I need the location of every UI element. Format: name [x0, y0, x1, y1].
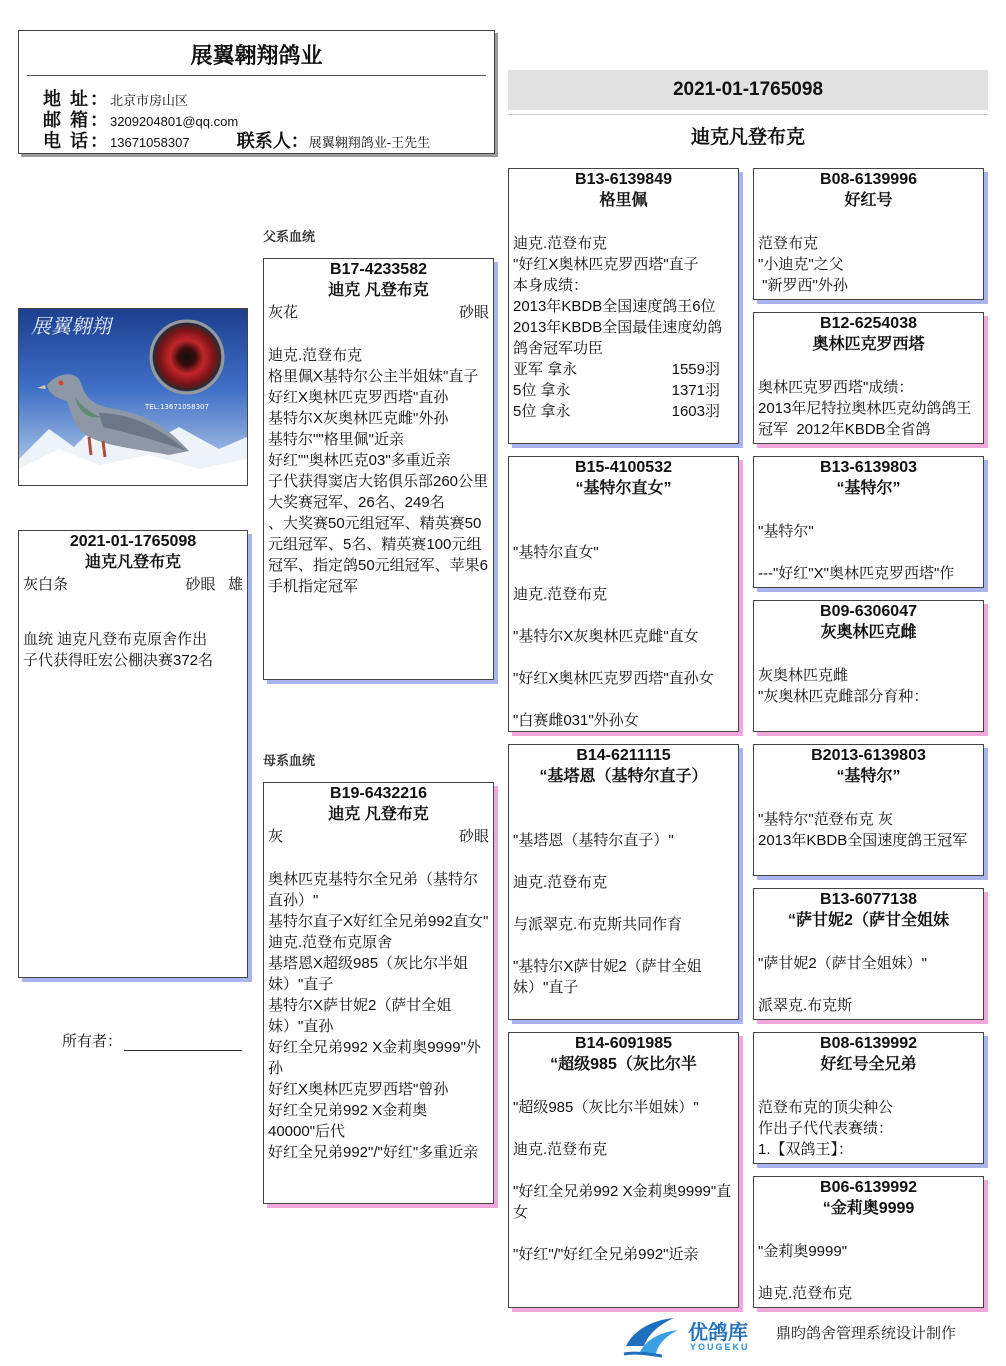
- great-grandparent-ring-number: B08-6139996: [820, 171, 917, 188]
- result-rank: 亚军 拿永: [513, 361, 578, 378]
- owner-label: 所有者：: [62, 1033, 123, 1050]
- grandparent-card[interactable]: [508, 456, 739, 732]
- great-grandparent-ring-number: B2013-6139803: [811, 747, 926, 764]
- dam-name: 迪克 凡登布克: [328, 806, 429, 823]
- great-grandparent-name: 好红号全兄弟: [820, 1056, 917, 1073]
- grandparent-name: 格里佩: [599, 192, 648, 209]
- grandparent-description: "基塔恩（基特尔直子）" 迪克.范登布克 与派翠克.布克斯共同作育 "基特尔X萨甘妮2（萨甘全姐妹）"直子: [513, 832, 702, 996]
- dam-section-label: 母系血统: [263, 753, 316, 768]
- main-attributes: [19, 574, 247, 595]
- great-grandparent-card[interactable]: [753, 600, 984, 732]
- grandparent-description: 迪克.范登布克 "好红X奥林匹克罗西塔"直子 本身成绩： 2013年KBDB全国速度鸽王6位 2013年KBDB全国最佳速度幼鸽鸽舍冠军功臣: [513, 235, 723, 357]
- great-grandparent-name: “萨甘妮2（萨甘全姐妹: [788, 912, 949, 929]
- great-grandparent-card[interactable]: [753, 456, 984, 588]
- contact-value: 展翼翱翔鸽业-王先生: [308, 135, 431, 150]
- result-row: [509, 380, 738, 401]
- phone-row: [43, 127, 430, 153]
- dam-ring-number: B19-6432216: [330, 785, 427, 802]
- address-value: 北京市房山区: [110, 93, 189, 108]
- loft-title: 展翼翱翔鸽业: [190, 43, 323, 68]
- main-pigeon-card[interactable]: [18, 530, 248, 978]
- grandparent-name: “基塔恩（基特尔直子）: [539, 768, 708, 785]
- top-pigeon-name: 迪克凡登布克: [690, 127, 805, 148]
- great-grandparent-name: “金莉奥9999: [822, 1200, 915, 1217]
- great-grandparent-description: 灰奥林匹克雌 "灰奥林匹克雌部分育种：: [758, 667, 929, 705]
- grandparent-ring-number: B14-6091985: [575, 1035, 672, 1052]
- sire-card[interactable]: [263, 258, 494, 680]
- grandparent-ring-number: B15-4100532: [575, 459, 672, 476]
- main-description: 血统 迪克凡登布克原舍作出 子代获得旺宏公棚决赛372名: [23, 631, 214, 669]
- breeder-header: [18, 30, 495, 154]
- top-divider: [508, 114, 988, 115]
- result-row: [509, 359, 738, 380]
- dam-card[interactable]: [263, 782, 494, 1204]
- great-grandparent-name: 灰奥林匹克雌: [820, 624, 917, 641]
- great-grandparent-description: "金莉奥9999" 迪克.范登布克: [758, 1243, 853, 1302]
- great-grandparent-card[interactable]: [753, 744, 984, 876]
- sire-description: 迪克.范登布克 格里佩X基特尔公主半姐妹"直子 好红X奥林匹克罗西塔"直孙 基特尔X灰奥林匹克雌"外孙 基特尔""格里佩"近亲 好红""奥林匹克03"多重近亲 子代获得窦店大铭俱乐部260公里大奖赛冠军、26名、249名 、大奖赛50元组冠军、精英赛50元组冠军、5名、精英赛100元组冠军、指定鸽50元组冠军、苹果6手机指定冠军: [268, 347, 489, 595]
- sire-attributes: [264, 302, 493, 323]
- great-grandparent-card[interactable]: [753, 1176, 984, 1308]
- great-grandparent-card[interactable]: [753, 168, 984, 300]
- great-grandparent-name: 奥林匹克罗西塔: [812, 336, 925, 353]
- great-grandparent-card[interactable]: [753, 888, 984, 1020]
- great-grandparent-ring-number: B08-6139992: [820, 1035, 917, 1052]
- great-grandparent-name: “基特尔”: [836, 768, 901, 785]
- great-grandparent-ring-number: B12-6254038: [820, 315, 917, 332]
- main-ring-number: 2021-01-1765098: [69, 533, 197, 550]
- sire-color: 灰花: [268, 304, 299, 321]
- main-sex: 雄: [227, 576, 243, 593]
- dam-description: 奥林匹克基特尔全兄弟（基特尔直孙）" 基特尔直子X好红全兄弟992直女" 迪克.范登布克原舍 基塔恩X超级985（灰比尔半姐妹）"直子 基特尔X萨甘妮2（萨甘全姐妹）"直孙 好红全兄弟992 X金莉奥9999"外孙 好红X奥林匹克罗西塔"曾孙 好红全兄弟992 X金莉奥40000"后代 好红全兄弟992"/"好红"多重近亲: [268, 871, 489, 1161]
- grandparent-description: "超级985（灰比尔半姐妹）" 迪克.范登布克 "好红全兄弟992 X金莉奥9999"直女 "好红"/"好红全兄弟992"近亲: [513, 1099, 732, 1263]
- phone-label: 电 话：: [43, 131, 111, 151]
- owner-blank-line: [124, 1036, 242, 1051]
- owner-field: [62, 1030, 242, 1051]
- result-rank: 5位 拿永: [513, 382, 571, 399]
- email-label: 邮 箱：: [43, 110, 111, 130]
- contact-label: 联系人：: [236, 131, 309, 151]
- great-grandparent-card[interactable]: [753, 1032, 984, 1164]
- sire-ring-number: B17-4233582: [330, 261, 427, 278]
- great-grandparent-ring-number: B09-6306047: [820, 603, 917, 620]
- grandparent-card[interactable]: [508, 1032, 739, 1308]
- result-count: 1371羽: [671, 382, 720, 399]
- grandparent-card[interactable]: [508, 168, 739, 444]
- great-grandparent-description: 奥林匹克罗西塔"成绩： 2013年尼特拉奥林匹克幼鸽鸽王冠军 2012年KBDB全省鸽: [758, 379, 972, 438]
- great-grandparent-description: "基特尔"范登布克 灰 2013年KBDB全国速度鸽王冠军: [758, 811, 968, 849]
- grandparent-card[interactable]: [508, 744, 739, 1020]
- address-label: 地 址：: [43, 89, 111, 109]
- footer-brand: 优鸽库: [688, 1322, 748, 1344]
- phone-value: 13671058307: [110, 135, 190, 150]
- great-grandparent-name: 好红号: [844, 192, 893, 209]
- result-row: [509, 401, 738, 422]
- result-count: 1603羽: [671, 403, 720, 420]
- great-grandparent-description: 范登布克的顶尖种公 作出子代代表赛绩： 1.【双鸽王】：: [758, 1099, 894, 1158]
- sire-eye: 砂眼: [458, 304, 489, 321]
- footer-brand-sub: YOUGEKU: [690, 1342, 750, 1352]
- great-grandparent-name: “基特尔”: [836, 480, 901, 497]
- main-pigeon-name: 迪克凡登布克: [84, 554, 181, 571]
- result-rank: 5位 拿永: [513, 403, 571, 420]
- grandparent-description: "基特尔直女" 迪克.范登布克 "基特尔X灰奥林匹克雌"直女 "好红X奥林匹克罗西塔"直孙女 "白赛雌031"外孙女: [513, 544, 714, 729]
- great-grandparent-ring-number: B13-6077138: [820, 891, 917, 908]
- sire-name: 迪克 凡登布克: [328, 282, 429, 299]
- great-grandparent-ring-number: B13-6139803: [820, 459, 917, 476]
- main-color: 灰白条: [23, 576, 69, 593]
- sire-section-label: 父系血统: [263, 229, 316, 244]
- dam-eye: 砂眼: [458, 828, 489, 845]
- svg-text:TEL:13671058307: TEL:13671058307: [145, 403, 209, 411]
- footer-credit: 鼎昀鸽舍管理系统设计制作: [776, 1325, 957, 1342]
- great-grandparent-card[interactable]: [753, 312, 984, 444]
- main-eye: 砂眼: [185, 576, 216, 593]
- top-ring-number: 2021-01-1765098: [508, 70, 988, 110]
- great-grandparent-ring-number: B06-6139992: [820, 1179, 917, 1196]
- grandparent-name: “基特尔直女”: [575, 480, 672, 497]
- svg-text:展翼翱翔: 展翼翱翔: [31, 314, 111, 338]
- grandparent-ring-number: B14-6211115: [576, 747, 671, 764]
- yougeku-logo-icon: [622, 1312, 682, 1358]
- header-divider: [27, 75, 486, 76]
- great-grandparent-description: 范登布克 "小迪克"之父 "新罗西"外孙: [758, 235, 848, 294]
- pigeon-photo: [18, 308, 248, 486]
- great-grandparent-description: "萨甘妮2（萨甘全姐妹）" 派翠克.布克斯: [758, 955, 927, 1014]
- pigeon-illustration: [19, 309, 247, 485]
- dam-attributes: [264, 826, 493, 847]
- email-value: 3209204801@qq.com: [110, 114, 239, 129]
- result-count: 1559羽: [671, 361, 720, 378]
- grandparent-name: “超级985（灰比尔半: [550, 1056, 697, 1073]
- dam-color: 灰: [268, 828, 284, 845]
- great-grandparent-description: "基特尔" ---"好红"X"奥林匹克罗西塔"作: [758, 523, 955, 582]
- grandparent-ring-number: B13-6139849: [575, 171, 672, 188]
